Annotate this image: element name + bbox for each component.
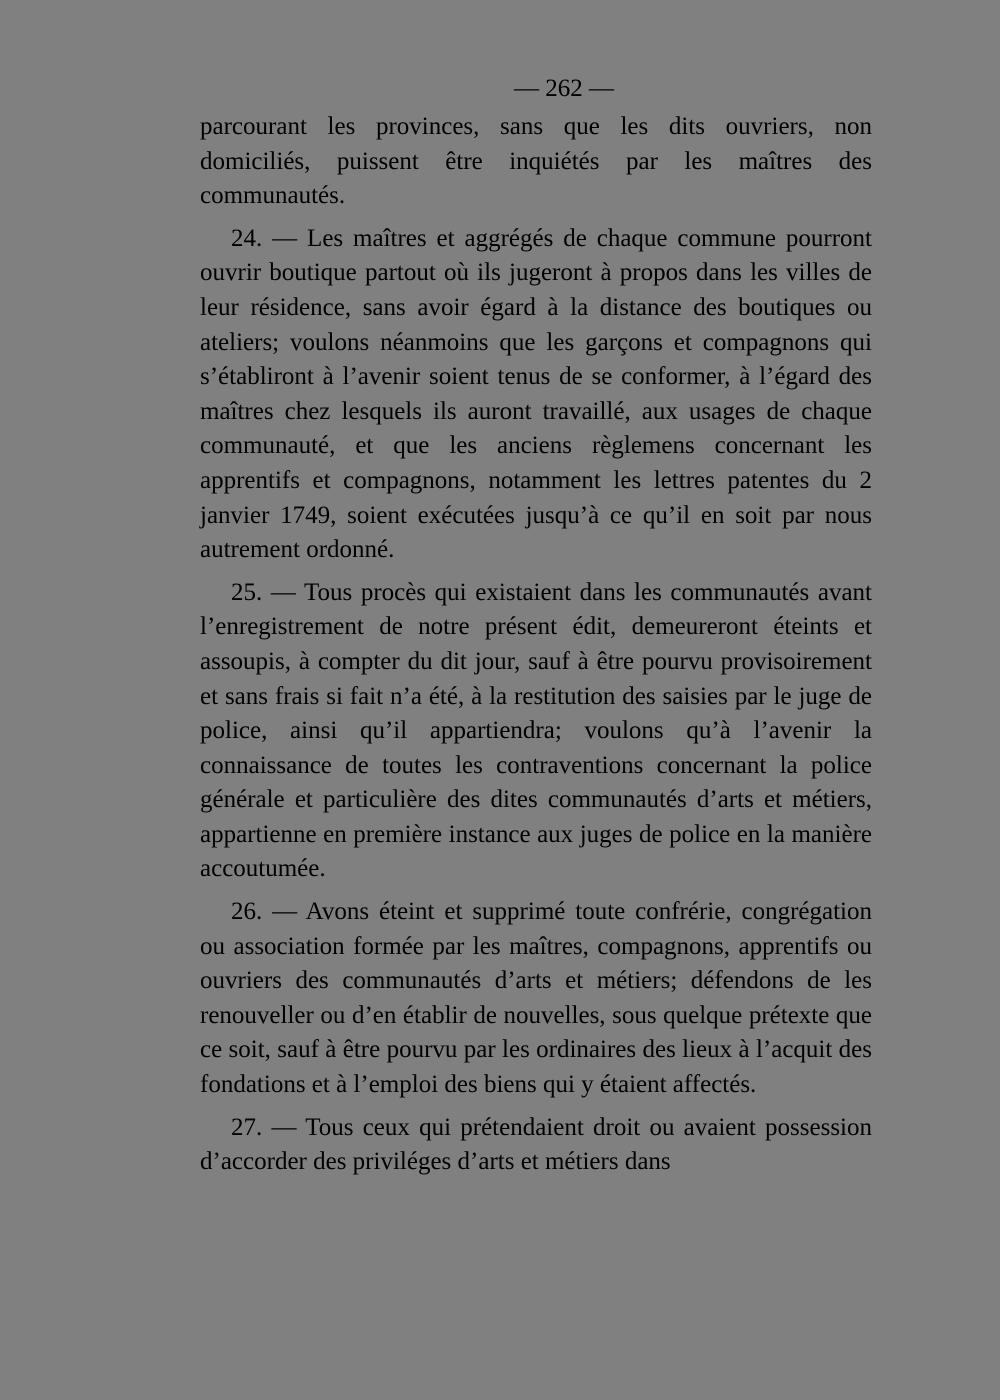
page-number: — 262 — xyxy=(514,75,614,102)
paragraph-article-26: 26. — Avons éteint et supprimé toute confrérie, congrégation ou association formée par les maîtres, compagnons, apprentifs ou ouvriers des communautés d’arts et métiers; défendons de les renouveller ou d’en établir de nouvelles, sous quelque prétexte que ce soit, sauf à être pourvu par les ordinaires des lieux à l’acquit des fondations et à l’emploi des biens qui y étaient affectés. xyxy=(200,898,872,1099)
paragraph-article-27: 27. — Tous ceux qui prétendaient droit ou avaient possession d’accorder des priviléges d’arts et métiers dans xyxy=(200,1113,872,1176)
paragraph-article-25: 25. — Tous procès qui existaient dans les communautés avant l’enregistrement de notre présent édit, demeureront éteints et assoupis, à compter du dit jour, sauf à être pourvu provisoirement et sans frais si fait n’a été, à la restitution des saisies par le juge de police, ainsi qu’il appartiendra; voulons qu’à l’avenir la connaissance de toutes les contraventions concernant la police générale et particulière des dites communautés d’arts et métiers, appartienne en première instance aux juges de police en la manière accoutumée. xyxy=(200,578,872,883)
paragraph-article-24: 24. — Les maîtres et aggrégés de chaque commune pourront ouvrir boutique partout où ils jugeront à propos dans les villes de leur résidence, sans avoir égard à la distance des boutiques ou ateliers; voulons néanmoins que les garçons et compagnons qui s’établiront à l’avenir soient tenus de se conformer, à l’égard des maîtres chez lesquels ils auront travaillé, aux usages de chaque communauté, et que les anciens règlemens concernant les apprentifs et compagnons, notamment les lettres patentes du 2 janvier 1749, soient exécutées jusqu’à ce qu’il en soit par nous autrement ordonné. xyxy=(200,224,872,564)
document-page xyxy=(200,72,872,1180)
paragraph-continuation: parcourant les provinces, sans que les dits ouvriers, non domiciliés, puissent être inquiétés par les maîtres des communautés. xyxy=(200,113,872,210)
